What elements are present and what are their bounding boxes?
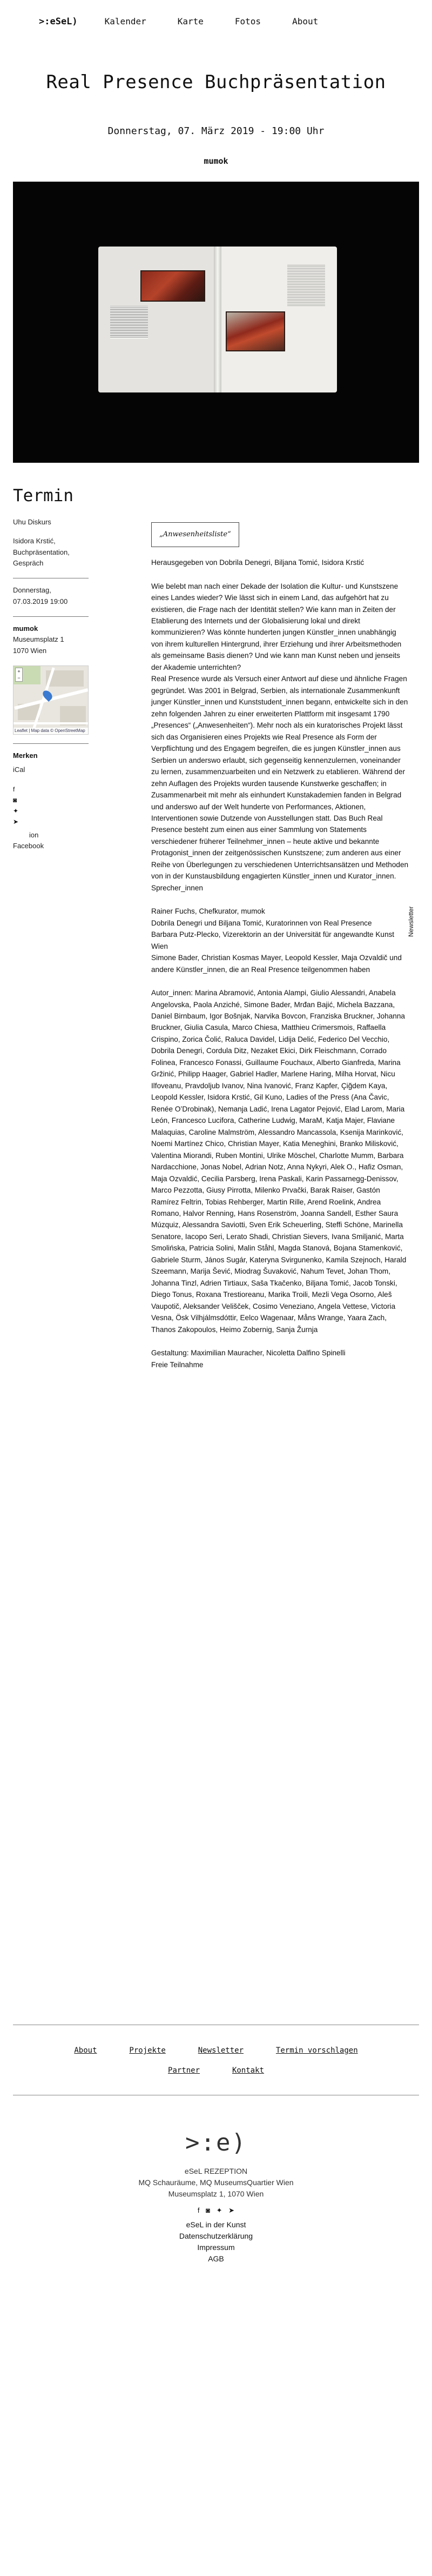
footer-social-icons [0,2205,432,2216]
map-zoom-control[interactable]: + − [15,668,23,682]
footer-link-impressum[interactable]: Impressum [197,2243,235,2252]
description-paragraph-2: Real Presence wurde als Versuch einer Antwort auf diese und ähnliche Fragen gegründet. Was 2001 in Belgrad, Serbien, als internationale Zusammenkunft junger Künstler_innen und Kunststudent_innen begann, entwickelte sich in den zehn folgenden Jahren zu einer erweiterten Plattform mit insgesamt 1790 „Presences“ („Anwesenheiten“). Mehr noch als ein kuratorisches Projekt lässt sich das Organisieren eines Projekts wie Real Presence als Form der Verpflichtung und des Engagem begreifen, die es jungen Künstler_innen aus Serbien un anderswo erlaubt, sich gegenseitig kennenzulernen, voneinander zu lernen, zusammenzuarbeiten und ein Netzwerk zu etablieren. Während der zehn Auflagen des Projekts wurden tausende Kunstwerke geschaffen; in Zusammenarbeit mit mehr als einhundert Kunstakademien fanden in Belgrad und anderswo auf der Welt hunderte von Performances, Aktionen, Interventionen sowie Dutzende von Ausstellungen statt. Das Buch Real Presence besteht zum einen aus einer Sammlung von Statements verschiedener früherer Teilnehmer_innen – heute aktive und bekannte Protagonist_innen der zeitgenössischen Kunstszene; zum anderen aus einer Reihe von Überlegungen zu verschiedenen Unterrichtsansätzen und Methoden von in der Kunstausbildung engagierten Künstler_innen und Kurator_innen. [151,675,409,881]
footer-address [0,2166,432,2200]
footer-link-partner[interactable]: Partner [168,2066,200,2075]
event-type: Uhu Diskurs [13,518,51,527]
facebook-icon[interactable]: f [13,785,15,793]
speakers-label: Sprecher_innen [151,883,203,892]
ical-link[interactable]: iCal [13,765,25,774]
nav-about[interactable]: About [292,16,319,26]
sidebar-venue-name[interactable]: mumok [13,624,38,633]
brand-logo[interactable]: >:eSeL) [39,16,78,27]
book-title-tag: „Anwesenheitsliste“ [151,522,239,547]
nav-karte[interactable]: Karte [177,16,204,26]
footer-link-kontakt[interactable]: Kontakt [232,2066,264,2075]
map-attribution[interactable]: Leaflet | Map data © OpenStreetMap [14,728,88,734]
footer-link-about[interactable]: About [74,2046,97,2055]
admission-note: Freie Teilnahme [151,1360,204,1369]
sidebar-venue-city: 1070 Wien [13,646,47,655]
sidebar-heading: Termin [13,486,73,505]
newsletter-side-tab[interactable]: Newsletter [407,906,415,937]
book-text-left [110,306,148,338]
nav-fotos[interactable]: Fotos [234,16,261,26]
nav-kalender[interactable]: Kalender [104,16,146,26]
hero-image [13,182,419,463]
event-venue: mumok [204,156,228,166]
footer-link-newsletter[interactable]: Newsletter [198,2046,244,2055]
design-credits: Gestaltung: Maximilian Mauracher, Nicoletta Dalfino Spinelli [151,1349,346,1357]
footer-link-projekte[interactable]: Projekte [129,2046,166,2055]
share-icons [13,784,89,853]
sidebar-date-day: Donnerstag, [13,586,51,595]
speakers-list: Rainer Fuchs, Chefkurator, mumok Dobrila Denegri und Biljana Tomić, Kuratorinnen von Real Presence Barbara Putz-Plecko, Vizerektorin an der Universität für angewandte Kunst Wien Simone Bader, Christian Kosmas Mayer, Leopold Kessler, Maja Ozvaldič und andere Künstler_innen, die an Real Presence teilgenommen haben [151,907,402,974]
book-illustration [98,247,337,392]
twitter-icon[interactable]: ✦ [216,2206,222,2214]
telegram-icon[interactable]: ➤ [228,2206,235,2214]
divider [13,743,89,744]
footer-logo[interactable]: >:e) [185,2128,247,2156]
top-navigation [0,0,432,43]
telegram-icon[interactable]: ➤ [13,817,19,826]
authors-list: Autor_innen: Marina Abramović, Antonia Alampi, Giulio Alessandri, Anabela Angelovska, Paola Anziché, Simone Bader, Mrđan Bajić, Michela Bazzana, Daniel Birnbaum, Igor Bošnjak, Narvika Bovcon, Franziska Bruckner, Johanna Bruckner, Giulia Casula, Marco Chiesa, Matthieu Crimersmois, Raffaella Crispino, Zorica Čolić, Raluca Davidel, Lidija Delić, Federico Del Vecchio, Dobrila Denegri, Cordula Ditz, Nezaket Ekici, Dirk Fleischmann, Corrado Folinea, Francesco Fonassi, Guillaume Fouchaux, Alberto Gianfreda, Marina Gržinić, Philipp Haager, Gabriel Hadler, Marlene Haring, Milha Horvat, Nicu Ilfoveanu, Pravdoljub Ivanov, Nina Ivanović, Franz Kapfer, Çiğdem Kaya, Leopold Kessler, Isidora Krstić, Gil Kuno, Ladies of the Press (Ana Čavic, Renée O’Drobinak), Nemanja Ladić, Irena Lagator Pejović, Elad Larom, Maria León, Francesco Lucifora, Catherine Ludwig, MaraM, Katja Majer, Flaviane Malaquias, Caroline Malmström, Alessandro Mancassola, Ksenija Marinković, Noemi Martínez Chico, Christian Mayer, Katia Meneghini, Branko Milisković, Valentina Miorandi, Ruben Montini, Ulrike Möschel, Charlotte Mumm, Barbara Nardacchione, Jonas Nobel, Adrian Notz, Anna Nykyri, Alek O., Hafiz Osman, Maja Ozvaldić, Cecilia Parsberg, Irena Paskali, Karin Passarnegg-Denissov, Marco Pezzotta, Giusy Pirrotta, Milenko Prvački, Barak Raiser, Gastón Ramírez Feltrin, Tobias Rehberger, Martin Rille, Arend Roelink, Andrea Romano, Halvor Renning, Hans Rosenström, Joanna Sandell, Esther Saura Múzquiz, Alessandra Saviotti, Sven Erik Scheuerling, Steffi Schöne, Marinella Senatore, Iacopo Seri, Lerato Shadi, Christian Sievers, Ivana Smiljanić, Marta Smolińska, Patricia Solini, Malin Ståhl, Magda Stanová, Bojana Stamenković, Gabriele Sturm, János Sugár, Kateryna Svirgunenko, Kamila Szejnoch, Harald Szeemann, Marija Šević, Miodrag Šuvaković, Nahum Tevet, Johan Thom, Johanna Tinzl, Adrien Tirtiaux, Saša Tkačenko, Biljana Tomić, Jacob Tonski, Diego Tonus, Roxana Trestioreanu, Marika Troili, Mezli Vega Osorno, Aleš Vaupotič, Aleksander Velišček, Cosimo Veneziano, Angela Vettese, Victoria Vesna, Ösk Vilhjálmsdóttir, Eelco Wagenaar, Måns Wrange, Yaara Zach, Thanos Zakopoulos, Heimo Zobernig, Sanja Žurnja [151,989,407,1334]
instagram-icon[interactable]: ◙ [13,796,17,804]
sidebar-date [13,585,89,608]
map-road [14,722,89,724]
book-spine [214,247,221,392]
footer-link-agb[interactable]: AGB [208,2254,224,2264]
divider [13,616,89,617]
book-text-right [287,264,325,307]
event-sidebar [13,487,89,852]
instagram-icon[interactable]: ◙ [206,2206,211,2214]
merken-heading: Merken [13,751,38,760]
footer-org: eSeL REZEPTION [184,2166,248,2175]
description-paragraph-1: Wie belebt man nach einer Dekade der Isolation die Kultur- und Kunstszene eines Landes wieder? Wie lässt sich in einem Land, das aufgehört hat zu existieren, die Frage nach der Identität stellen? Wie kann man in Zeiten der Etablierung des Internets und der Globalisierung lokal und direkt kommunizieren? Was könnte hunderten jungen Künstler_innen unabhängig von ihrem kulturellen Hintergrund, ihrer Erziehung und ihrer Arbeitsmethoden als gemeinsame Basis dienen? Und wie kann man Kunst neben und jenseits der Akademie unterrichten? [151,582,402,671]
footer-legal-links [0,2219,432,2265]
footer-links [0,2025,432,2081]
footer-link-datenschutz[interactable]: Datenschutzerklärung [179,2232,253,2241]
share-label: ion [29,830,39,839]
sidebar-date-time: 07.03.2019 19:00 [13,597,68,606]
footer-address-line2: Museumsplatz 1, 1070 Wien [168,2189,264,2198]
event-header [0,68,432,168]
facebook-icon[interactable]: f [197,2206,200,2214]
site-footer [0,2025,432,2265]
event-description [151,522,409,1370]
footer-link-esel-in-der-kunst[interactable]: eSeL in der Kunst [186,2220,246,2229]
location-map[interactable] [13,665,89,735]
event-datetime: Donnerstag, 07. März 2019 - 19:00 Uhr [107,125,325,137]
facebook-link[interactable]: Facebook [13,842,44,850]
event-participants: Isidora Krstić, Buchpräsentation, Gespräch [13,536,70,568]
book-photo-right [226,311,285,351]
page-title: Real Presence Buchpräsentation [46,71,386,93]
twitter-icon[interactable]: ✦ [13,807,19,815]
sidebar-venue-street: Museumsplatz 1 [13,635,64,644]
editors-line: Herausgegeben von Dobrila Denegri, Biljana Tomić, Isidora Krstić [151,558,364,567]
footer-address-line1: MQ Schauräume, MQ MuseumsQuartier Wien [138,2178,294,2187]
footer-link-termin-vorschlagen[interactable]: Termin vorschlagen [275,2046,358,2055]
book-photo-left [140,270,205,302]
